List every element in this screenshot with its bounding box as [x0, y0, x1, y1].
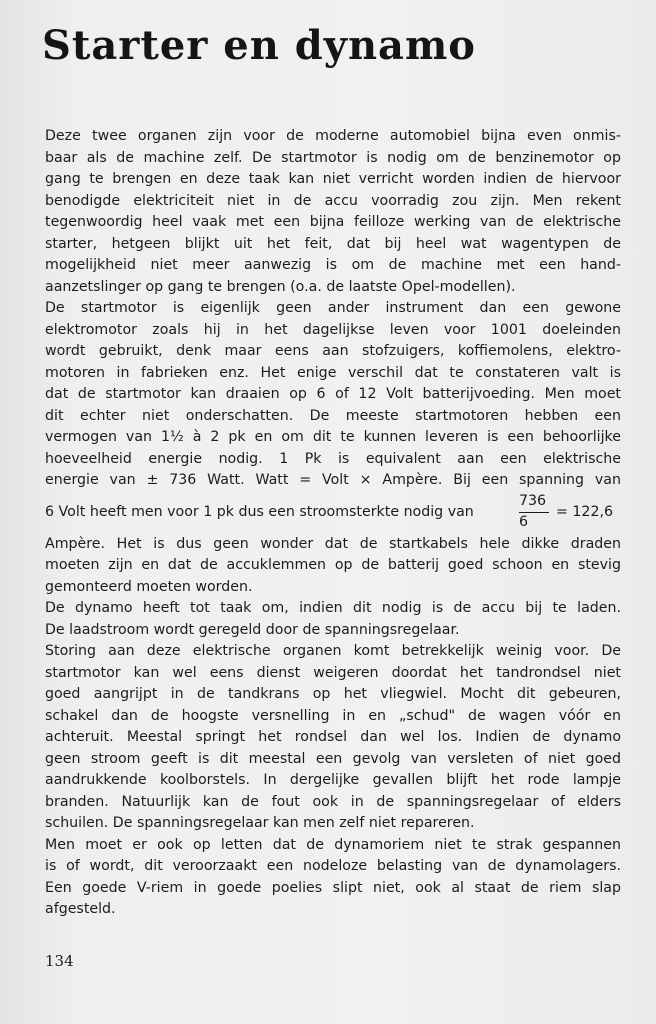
text-line: gemonteerd moeten worden. [45, 578, 253, 595]
text-line: starter, hetgeen blijkt uit het feit, dat bij heel wat wagentypen de [45, 235, 621, 252]
text-line: aanzetslinger op gang te brengen (o.a. de laatste Opel-modellen). [45, 278, 516, 295]
text-line: wordt gebruikt, denk maar eens aan stofzuigers, koffiemolens, elektro- [45, 343, 621, 359]
text-line: De laadstroom wordt geregeld door de spanningsregelaar. [45, 621, 460, 638]
text-line: achteruit. Meestal springt het rondsel dan wel los. Indien de dynamo [45, 729, 621, 745]
text-line: branden. Natuurlijk kan de fout ook in de spanningsregelaar of elders [45, 793, 621, 810]
article-body [45, 126, 621, 921]
text-line: startmotor kan wel eens dienst weigeren doordat het tandrondsel niet [45, 664, 621, 681]
text-line: Ampère. Het is dus geen wonder dat de startkabels hele dikke draden [45, 535, 621, 552]
text-line: motoren in fabrieken enz. Het enige verschil dat te constateren valt is [45, 364, 621, 381]
text-line: afgesteld. [45, 901, 116, 917]
page-title: Starter en dynamo [42, 22, 476, 69]
text-line: De dynamo heeft tot taak om, indien dit nodig is de accu bij te laden. [45, 600, 621, 616]
text-line: De startmotor is eigenlijk geen ander instrument dan een gewone [45, 300, 621, 316]
text-line: vermogen van 1½ à 2 pk en om dit te kunnen leveren is een behoorlijke [45, 429, 621, 445]
text-line: benodigde elektriciteit niet in de accu voorradig zou zijn. Men rekent [45, 192, 621, 209]
fraction-denominator: 6 [519, 513, 529, 530]
text-line: hoeveelheid energie nodig. 1 Pk is equivalent aan een elektrische [45, 450, 621, 467]
formula-result: = 122,6 [556, 503, 614, 520]
text-line: elektromotor zoals hij in het dagelijkse leven voor 1001 doeleinden [45, 321, 621, 338]
formula-text: 6 Volt heeft men voor 1 pk dus een stroomsterkte nodig van [45, 503, 474, 520]
fraction [519, 492, 549, 532]
text-line: gang te brengen en deze taak kan niet verricht worden indien de hiervoor [45, 171, 621, 187]
text-line: schuilen. De spanningsregelaar kan men zelf niet repareren. [45, 815, 475, 831]
text-line: aandrukkende koolborstels. In dergelijke gevallen blijft het rode lampje [45, 772, 621, 788]
text-line: dat de startmotor kan draaien op 6 of 12 Volt batterijvoeding. Men moet [45, 386, 621, 402]
text-line: dit echter niet onderschatten. De meeste startmotoren hebben een [45, 407, 621, 424]
fraction-numerator: 736 [519, 492, 547, 509]
text-line: Een goede V-riem in goede poelies slipt niet, ook al staat de riem slap [45, 879, 621, 896]
text-line: is of wordt, dit veroorzaakt een nodeloze belasting van de dynamolagers. [45, 858, 621, 874]
text-line: moeten zijn en dat de accuklemmen op de batterij goed schoon en stevig [45, 557, 621, 573]
page-number: 134 [45, 952, 74, 970]
text-line: mogelijkheid niet meer aanwezig is om de machine met een hand- [45, 257, 621, 273]
text-line: Men moet er ook op letten dat de dynamoriem niet te strak gespannen [45, 836, 621, 853]
text-line: energie van ± 736 Watt. Watt = Volt × Ampère. Bij een spanning van [45, 472, 621, 488]
text-line: geen stroom geeft is dit meestal een gevolg van versleten of niet goed [45, 750, 621, 767]
text-line: goed aangrijpt in de tandkrans op het vliegwiel. Mocht dit gebeuren, [45, 686, 621, 702]
text-line: schakel dan de hoogste versnelling in en „schud" de wagen vóór en [45, 707, 621, 724]
text-line: Storing aan deze elektrische organen komt betrekkelijk weinig voor. De [45, 643, 621, 659]
text-line: tegenwoordig heel vaak met een bijna feilloze werking van de elektrische [45, 214, 621, 230]
text-line: baar als de machine zelf. De startmotor is nodig om de benzinemotor op [45, 149, 621, 166]
text-line: Deze twee organen zijn voor de moderne automobiel bijna even onmis- [45, 128, 621, 144]
formula-line [45, 492, 621, 534]
